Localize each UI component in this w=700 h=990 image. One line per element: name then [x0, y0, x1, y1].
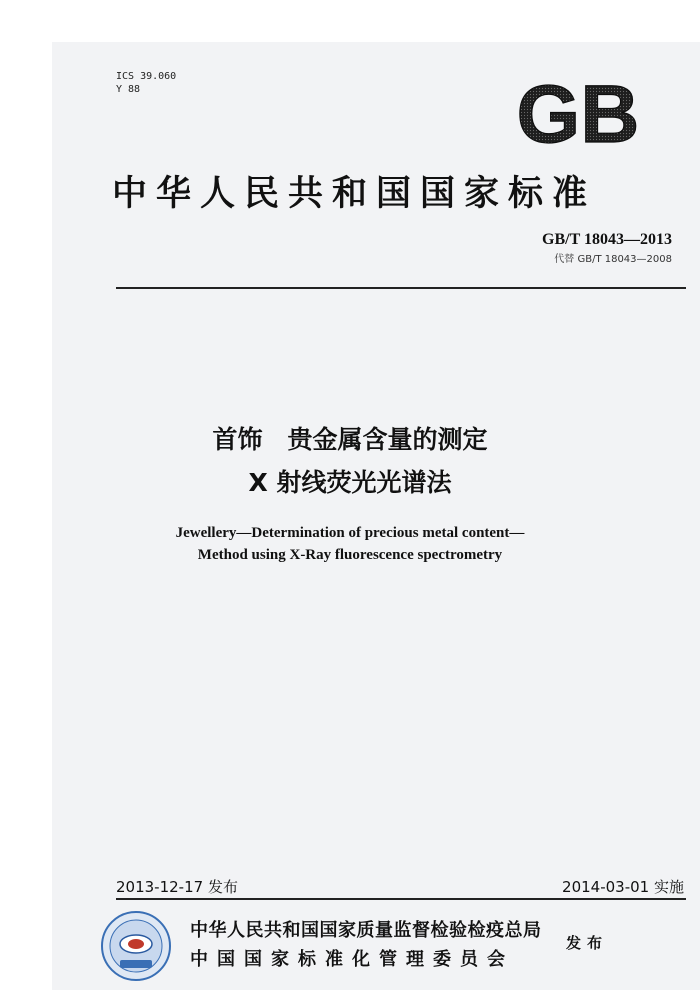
footer-divider: [116, 898, 686, 900]
title-cn-line2: X 射线荧光光谱法: [248, 468, 452, 497]
issuer-line2: 中国国家标准化管理委员会: [190, 949, 514, 970]
standard-number: GB/T 18043—2013: [542, 231, 672, 248]
header-divider: [116, 287, 686, 289]
anti-counterfeit-seal-icon: [100, 910, 172, 982]
publish-label: 发布: [566, 934, 609, 952]
classification-block: [116, 70, 176, 96]
title-cn-line1: 首饰 贵金属含量的测定: [212, 425, 488, 454]
standard-title: 中华人民共和国国家标准: [112, 173, 597, 214]
issuing-authorities: [190, 916, 542, 971]
gb-logo-icon: [508, 78, 648, 150]
implementation-date: 2014-03-01 实施: [562, 878, 684, 896]
replaces-note: 代替 GB/T 18043—2008: [554, 254, 672, 265]
svg-text:GB: GB: [516, 78, 640, 150]
standard-code: [542, 231, 672, 265]
ics-code: ICS 39.060: [116, 71, 177, 82]
issue-date: 2013-12-17 发布: [116, 878, 238, 896]
class-code: Y 88: [116, 84, 141, 95]
issuer-line1: 中华人民共和国国家质量监督检验检疫总局: [190, 920, 542, 941]
title-en-line2: Method using X-Ray fluorescence spectrometry: [197, 547, 503, 563]
title-en-line1: Jewellery—Determination of precious metal content—: [175, 525, 525, 541]
